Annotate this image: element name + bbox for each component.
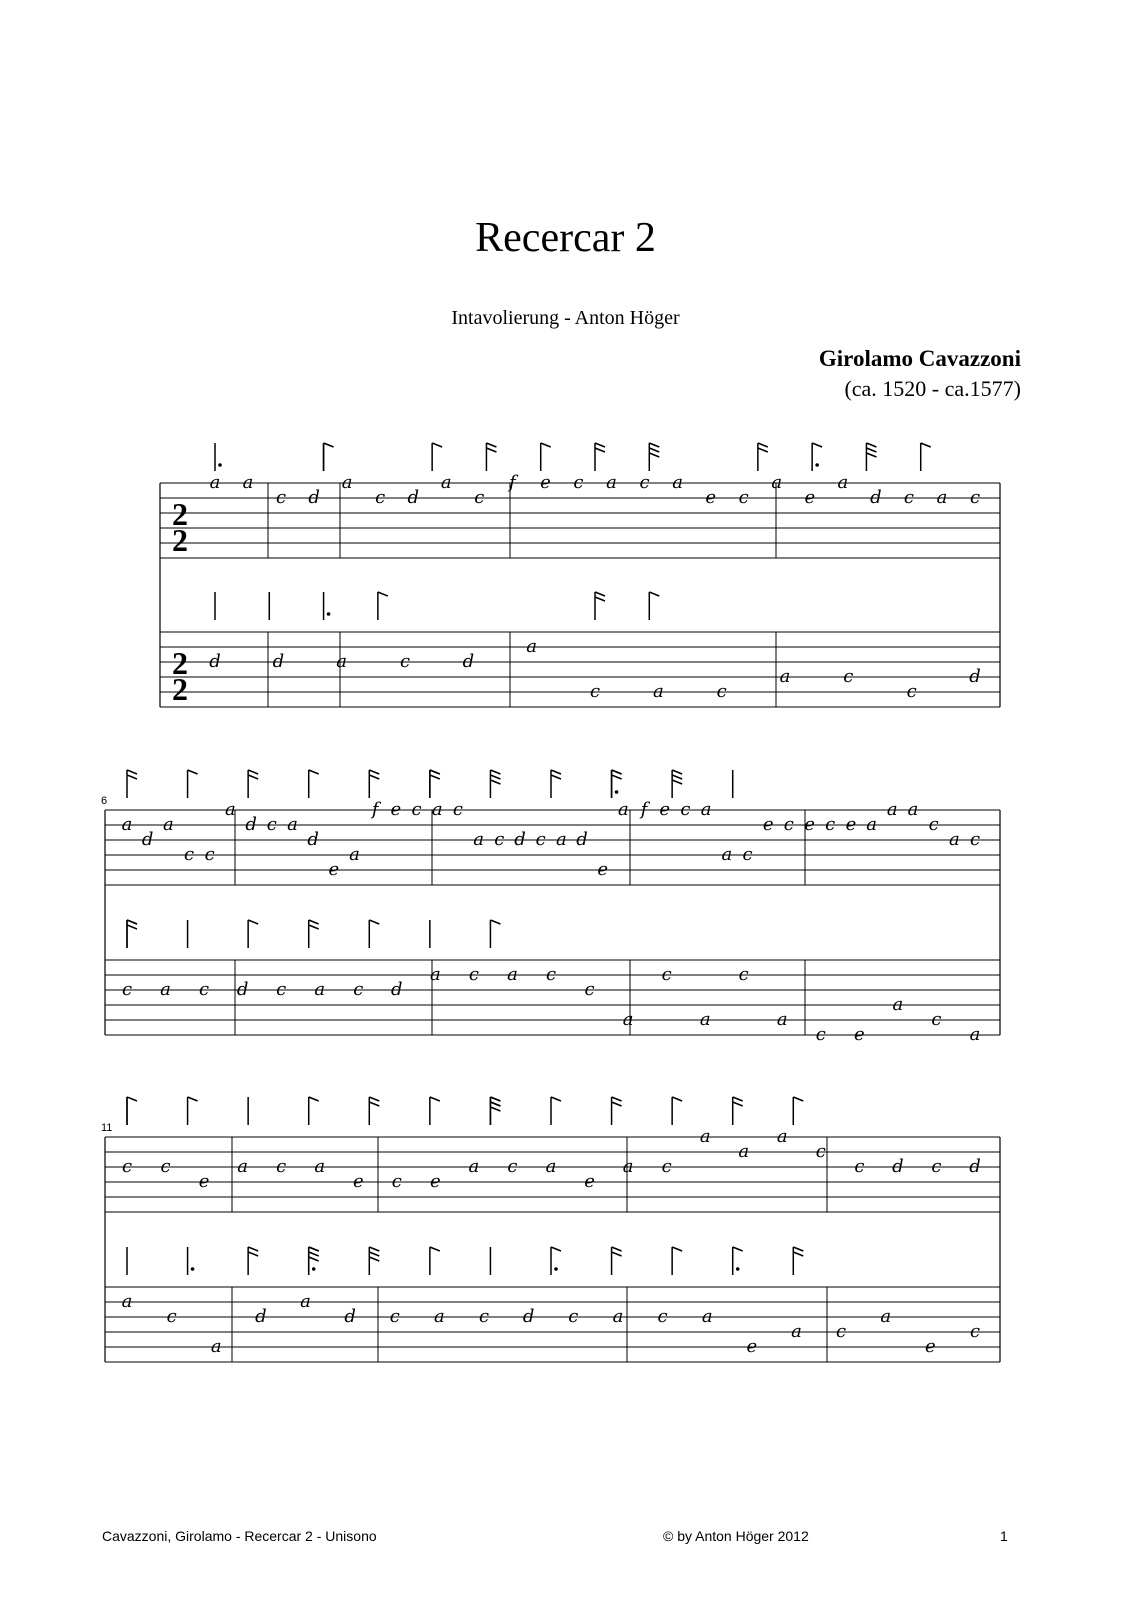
tab-letter: c <box>825 814 836 835</box>
tab-letter: a <box>336 651 348 672</box>
tab-letter: c <box>452 799 463 820</box>
tab-letter: a <box>837 472 849 493</box>
time-signature-denominator: 2 <box>172 522 188 558</box>
rhythm-flag <box>612 1247 622 1275</box>
rhythm-flag <box>612 1097 622 1125</box>
rhythm-flag <box>430 1097 440 1125</box>
rhythm-flag <box>649 443 659 471</box>
tab-letter: a <box>209 472 221 493</box>
tab-letter: e <box>390 799 402 820</box>
rhythm-flag <box>215 443 222 471</box>
tab-letter: d <box>344 1306 356 1327</box>
tab-letter: c <box>931 1156 942 1177</box>
tab-letter: d <box>870 487 882 508</box>
tab-letter: d <box>407 487 420 508</box>
tab-letter: e <box>705 487 716 508</box>
tab-letter: c <box>474 487 485 508</box>
tab-letter: c <box>657 1306 668 1327</box>
tab-letter: c <box>166 1306 177 1327</box>
tab-letter: a <box>771 472 783 493</box>
tab-letter: a <box>606 472 617 493</box>
tab-letter: c <box>854 1156 865 1177</box>
tab-letter: a <box>434 1306 445 1327</box>
rhythm-flag <box>595 443 605 471</box>
rhythm-flag <box>595 592 605 620</box>
time-signature-denominator: 2 <box>172 671 188 707</box>
tab-letter: e <box>746 1336 758 1357</box>
measure-number: 11 <box>101 1122 113 1134</box>
tab-letter: a <box>210 1336 222 1357</box>
tab-letter: a <box>672 472 683 493</box>
tab-letter: c <box>969 1321 981 1342</box>
tab-letter: a <box>507 964 518 985</box>
tab-letter: d <box>514 829 526 850</box>
tablature-staff <box>160 592 1000 707</box>
tab-letter: e <box>430 1171 441 1192</box>
tablature-staff <box>105 1097 1000 1212</box>
tab-letter: c <box>584 979 595 1000</box>
tablature-system <box>160 443 1000 707</box>
tab-letter: e <box>845 814 857 835</box>
tablature-system <box>101 770 1000 1045</box>
tab-letter: e <box>198 1171 210 1192</box>
tab-letter: c <box>266 814 277 835</box>
tab-letter: c <box>969 829 981 850</box>
tab-letter: a <box>242 472 254 493</box>
tab-letter: c <box>573 472 584 493</box>
tab-letter: e <box>804 814 815 835</box>
rhythm-flag <box>551 1097 561 1125</box>
tab-letter: a <box>545 1156 557 1177</box>
tab-letter: c <box>276 487 287 508</box>
tab-letter: c <box>121 979 133 1000</box>
tab-letter: a <box>162 814 174 835</box>
rhythm-flag <box>672 1247 682 1275</box>
rhythm-flag <box>369 1247 379 1275</box>
tab-letter: a <box>160 979 171 1000</box>
tab-letter: c <box>375 487 386 508</box>
rhythm-flag <box>812 443 822 471</box>
rhythm-flag <box>490 920 500 948</box>
rhythm-flag <box>793 1097 803 1125</box>
tab-letter: f <box>640 799 648 820</box>
tab-letter: d <box>576 829 588 850</box>
tab-letter: c <box>969 487 981 508</box>
tab-letter: c <box>815 1024 826 1045</box>
tab-letter: c <box>783 814 794 835</box>
tab-letter: c <box>589 681 601 702</box>
arranger-credit: Intavolierung - Anton Höger <box>451 307 680 329</box>
tab-letter: a <box>314 979 326 1000</box>
tab-letter: c <box>199 979 210 1000</box>
tab-letter: c <box>204 844 215 865</box>
rhythm-flag <box>369 920 379 948</box>
rhythm-flag <box>309 920 319 948</box>
tab-letter: c <box>184 844 195 865</box>
tab-letter: c <box>545 964 557 985</box>
tab-letter: a <box>622 1009 634 1030</box>
rhythm-flag <box>248 770 258 798</box>
tab-letter: a <box>948 829 960 850</box>
tab-letter: d <box>272 651 285 672</box>
footer-source: Cavazzoni, Girolamo - Recercar 2 - Unisono <box>102 1528 377 1544</box>
tab-letter: a <box>699 1009 711 1030</box>
rhythm-flag <box>369 1097 379 1125</box>
tab-letter: c <box>389 1306 400 1327</box>
tab-letter: d <box>308 487 320 508</box>
footer-copyright: © by Anton Höger 2012 <box>663 1528 809 1544</box>
rhythm-flag <box>490 770 500 798</box>
time-signature-numerator: 2 <box>172 645 188 681</box>
tab-letter: a <box>468 1156 480 1177</box>
tab-letter: a <box>892 994 904 1015</box>
tab-letter: a <box>618 799 629 820</box>
tab-letter: a <box>349 844 360 865</box>
measure-number: 6 <box>101 795 108 807</box>
tab-letter: a <box>121 1291 133 1312</box>
tab-letter: a <box>699 1126 711 1147</box>
tab-letter: a <box>700 799 712 820</box>
tab-letter: c <box>399 651 411 672</box>
rhythm-flag <box>188 1097 198 1125</box>
tab-letter: a <box>776 1009 788 1030</box>
tab-letter: a <box>314 1156 326 1177</box>
rhythm-flag <box>378 592 388 620</box>
rhythm-flag <box>758 443 768 471</box>
rhythm-flag <box>490 1097 500 1125</box>
tab-letter: d <box>307 829 319 850</box>
tab-letter: d <box>522 1306 535 1327</box>
tab-letter: a <box>225 799 236 820</box>
tab-letter: a <box>969 1024 981 1045</box>
rhythm-flag <box>188 1247 195 1275</box>
tab-letter: c <box>411 799 422 820</box>
tab-letter: a <box>555 829 567 850</box>
tab-letter: c <box>742 844 753 865</box>
rhythm-flag <box>127 1097 137 1125</box>
tab-letter: d <box>462 651 475 672</box>
tab-letter: e <box>352 1171 364 1192</box>
tab-letter: c <box>160 1156 171 1177</box>
rhythm-flag <box>430 1247 440 1275</box>
tab-letter: a <box>776 1126 788 1147</box>
tab-letter: c <box>353 979 364 1000</box>
tab-letter: c <box>680 799 691 820</box>
tab-letter: a <box>287 814 298 835</box>
tablature-staff <box>105 920 1000 1045</box>
tab-letter: a <box>886 799 898 820</box>
tab-letter: c <box>661 964 672 985</box>
tab-letter: a <box>622 1156 634 1177</box>
page-number: 1 <box>1000 1528 1008 1544</box>
tab-letter: e <box>804 487 816 508</box>
rhythm-flag <box>541 443 551 471</box>
tab-letter: d <box>141 829 154 850</box>
tab-letter: c <box>716 681 727 702</box>
tab-letter: a <box>866 814 877 835</box>
tab-letter: d <box>209 651 221 672</box>
rhythm-flag <box>672 1097 682 1125</box>
tab-letter: c <box>738 964 749 985</box>
tab-letter: c <box>843 666 854 687</box>
rhythm-flag <box>369 770 379 798</box>
tab-letter: a <box>300 1291 311 1312</box>
tab-letter: c <box>391 1171 402 1192</box>
rhythm-flag <box>733 1097 743 1125</box>
tab-letter: c <box>276 979 287 1000</box>
tab-letter: c <box>931 1009 942 1030</box>
tab-letter: a <box>721 844 733 865</box>
tablature-staff <box>105 1247 1000 1362</box>
tab-letter: c <box>928 814 939 835</box>
tab-letter: e <box>584 1171 595 1192</box>
tab-letter: a <box>652 681 664 702</box>
tab-letter: d <box>892 1156 904 1177</box>
piece-title: Recercar 2 <box>475 215 656 261</box>
tab-letter: d <box>255 1306 267 1327</box>
tab-letter: d <box>236 979 249 1000</box>
tab-letter: c <box>568 1306 579 1327</box>
rhythm-flag <box>486 443 496 471</box>
rhythm-flag <box>672 770 682 798</box>
rhythm-flag <box>324 443 334 471</box>
tab-letter: f <box>371 799 379 820</box>
rhythm-flag <box>188 770 198 798</box>
tab-letter: d <box>969 1156 981 1177</box>
tab-letter: a <box>880 1306 892 1327</box>
composer-name: Girolamo Cavazzoni <box>818 346 1021 371</box>
tab-letter: c <box>479 1306 490 1327</box>
tab-letter: a <box>431 799 443 820</box>
tab-letter: c <box>507 1156 518 1177</box>
tab-letter: a <box>429 964 441 985</box>
tab-letter: a <box>701 1306 713 1327</box>
tab-letter: a <box>779 666 791 687</box>
tab-letter: e <box>328 859 340 880</box>
rhythm-flag <box>127 770 137 798</box>
tab-letter: c <box>494 829 505 850</box>
rhythm-flag <box>793 1247 803 1275</box>
tab-letter: c <box>738 487 749 508</box>
rhythm-flag <box>649 592 659 620</box>
tablature-system <box>101 1097 1000 1362</box>
tab-letter: a <box>791 1321 802 1342</box>
rhythm-flag <box>866 443 876 471</box>
tab-letter: c <box>836 1321 847 1342</box>
tablature-staff <box>105 770 1000 885</box>
tab-letter: c <box>276 1156 287 1177</box>
tab-letter: c <box>815 1141 826 1162</box>
tab-letter: c <box>535 829 546 850</box>
rhythm-flag <box>324 592 331 620</box>
tab-letter: a <box>341 472 353 493</box>
rhythm-flag <box>127 920 137 948</box>
time-signature-numerator: 2 <box>172 496 188 532</box>
tab-letter: d <box>245 814 257 835</box>
rhythm-flag <box>309 770 319 798</box>
tab-letter: c <box>639 472 650 493</box>
tab-letter: a <box>440 472 452 493</box>
tab-letter: d <box>969 666 981 687</box>
tab-letter: a <box>526 636 538 657</box>
rhythm-flag <box>430 770 440 798</box>
tab-letter: c <box>906 681 917 702</box>
tab-letter: e <box>925 1336 936 1357</box>
tab-letter: e <box>762 814 774 835</box>
tab-letter: c <box>661 1156 672 1177</box>
rhythm-flag <box>248 1247 258 1275</box>
tab-letter: e <box>659 799 671 820</box>
rhythm-flag <box>551 1247 561 1275</box>
tab-letter: c <box>121 1156 133 1177</box>
tab-letter: e <box>597 859 609 880</box>
composer-dates: (ca. 1520 - ca.1577) <box>844 376 1021 401</box>
tab-letter: a <box>612 1306 624 1327</box>
tab-letter: a <box>473 829 484 850</box>
tab-letter: e <box>854 1024 865 1045</box>
tab-letter: a <box>237 1156 249 1177</box>
tab-letter: a <box>907 799 919 820</box>
tab-letter: a <box>738 1141 750 1162</box>
tablature-systems <box>101 443 1000 1362</box>
rhythm-flag <box>309 1097 319 1125</box>
tab-letter: c <box>468 964 479 985</box>
tab-letter: a <box>936 487 948 508</box>
tab-letter: a <box>121 814 133 835</box>
rhythm-flag <box>432 443 442 471</box>
rhythm-flag <box>733 1247 743 1275</box>
tab-letter: c <box>903 487 914 508</box>
tablature-staff <box>160 443 1000 558</box>
tab-letter: f <box>509 472 516 493</box>
rhythm-flag <box>551 770 561 798</box>
rhythm-flag <box>248 920 258 948</box>
tab-letter: e <box>540 472 551 493</box>
rhythm-flag <box>921 443 931 471</box>
tab-letter: d <box>391 979 403 1000</box>
